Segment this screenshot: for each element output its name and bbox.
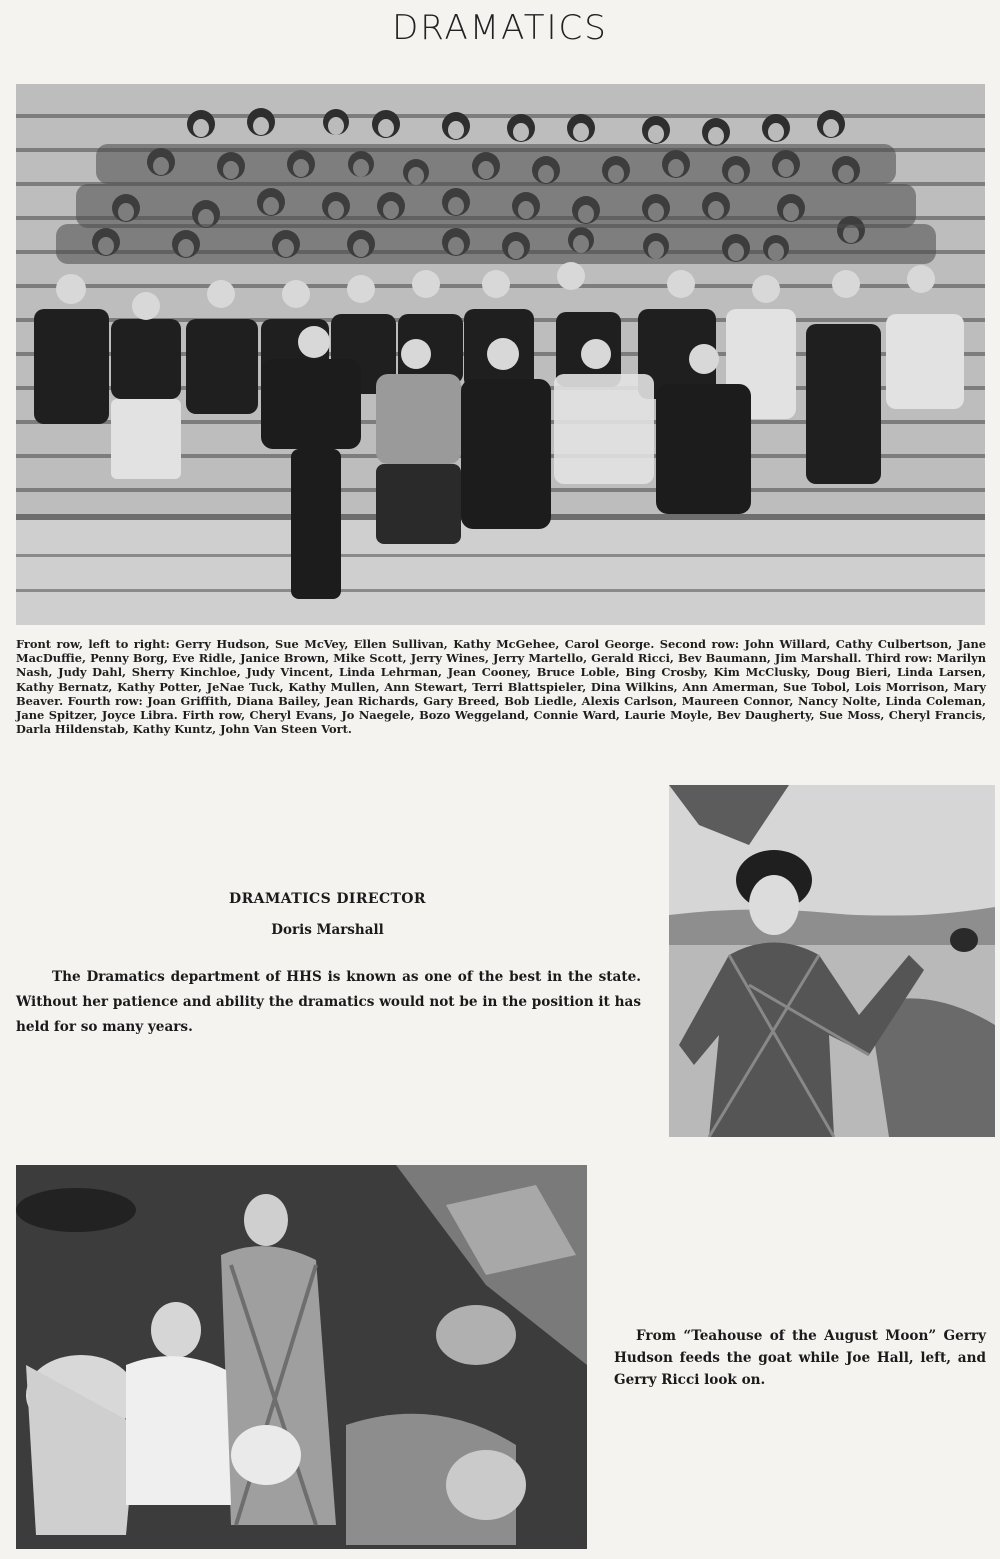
page-title: DRAMATICS [392,8,608,48]
group-photo-caption: Front row, left to right: Gerry Hudson, Sue McVey, Ellen Sullivan, Kathy McGehee, Carol George. Second row: John Willard, Cathy Culbertson, Jane MacDuffie, Penny Borg, Eve Ridle, Janice Brown, Mike Scott, Jerry Wines, Jerry Martello, Gerald Ricci, Bev Baumann, Jim Marshall. Third row: Marilyn Nash, Judy Dahl, Sherry Kinchloe, Judy Vincent, Linda Lehrman, Jean Cooney, Bruce Loble, Bing Crosby, Kim McClusky, Doug Bieri, Linda Larsen, Kathy Bernatz, Kathy Potter, JeNae Tuck, Kathy Mullen, Ann Stewart, Terri Blattspieler, Dina Wilkins, Ann Amerman, Sue Tobol, Lois Morrison, Mary Beaver. Fourth row: Joan Griffith, Diana Bailey, Jean Richards, Gary Breed, Bob Liedle, Alexis Carlson, Maureen Connor, Nancy Nolte, Linda Coleman, Jane Spitzer, Joyce Libra. Firth row, Cheryl Evans, Jo Naegele, Bozo Weggeland, Connie Ward, Laurie Moyle, Bev Daugherty, Sue Moss, Cheryl Francis, Darla Hildenstab, Kathy Kuntz, John Van Steen Vort. [16,637,986,737]
director-photo [669,785,995,1137]
director-description: The Dramatics department of HHS is known as one of the best in the state. Without her patience and ability the dramatics would not be in the position it has held for so many years. [16,969,641,1035]
group-photo [16,84,985,625]
play-photo-caption: From “Teahouse of the August Moon” Gerry Hudson feeds the goat while Joe Hall, left, and Gerry Ricci look on. [614,1328,986,1388]
director-heading: DRAMATICS DIRECTOR [229,891,426,907]
director-name: Doris Marshall [271,922,384,938]
play-photo [16,1165,587,1549]
